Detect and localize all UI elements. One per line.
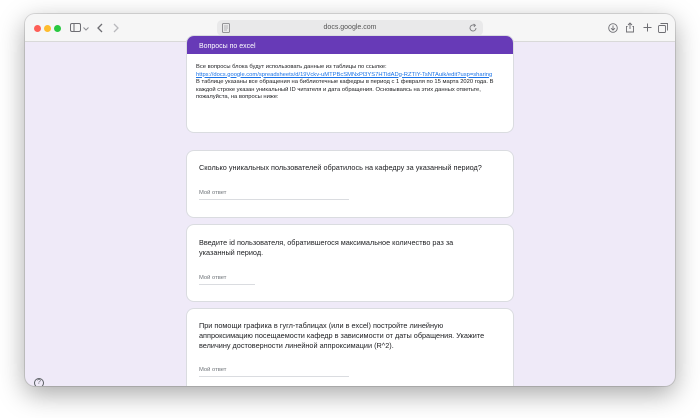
share-icon[interactable] <box>624 20 636 36</box>
forward-icon[interactable] <box>111 20 121 36</box>
answer-placeholder: Мой ответ <box>199 190 227 196</box>
new-tab-icon[interactable] <box>641 20 653 36</box>
help-icon[interactable]: ? <box>34 378 44 386</box>
question-text: Сколько уникальных пользователей обратилось на кафедру за указанный период? <box>199 163 482 172</box>
zoom-window-button[interactable] <box>54 25 61 32</box>
answer-placeholder: Мой ответ <box>199 275 227 281</box>
answer-input[interactable] <box>199 190 349 200</box>
browser-window <box>25 14 675 386</box>
tabs-overview-icon[interactable] <box>657 20 669 36</box>
question-card-1 <box>187 151 513 217</box>
description-intro: Все вопросы блока будут использовать данные из таблицы по ссылке: <box>196 64 387 70</box>
back-icon[interactable] <box>95 20 105 36</box>
form-page <box>25 43 675 386</box>
reload-icon[interactable] <box>468 23 478 33</box>
close-window-button[interactable] <box>34 25 41 32</box>
section-header-card <box>187 36 513 132</box>
question-text: Введите id пользователя, обратившегося максимальное количество раз за указанный период. <box>199 238 454 257</box>
download-icon[interactable] <box>607 20 619 36</box>
answer-input[interactable] <box>199 275 255 285</box>
url-text: docs.google.com <box>323 24 377 31</box>
answer-input[interactable] <box>199 367 349 377</box>
question-card-3 <box>187 309 513 386</box>
address-bar[interactable] <box>217 20 483 36</box>
question-text: При помощи графика в гугл-таблицах (или в excel) постройте линейную аппроксимацию посещаемости кафедр в зависимости от даты обращения. Укажите величину достоверности линейной аппроксимации (R^2). <box>199 321 485 350</box>
question-card-2 <box>187 225 513 301</box>
chevron-down-icon[interactable] <box>82 20 89 36</box>
section-description <box>196 64 506 102</box>
sidebar-icon[interactable] <box>69 20 81 36</box>
section-title: Вопросы по excel <box>187 36 513 54</box>
answer-placeholder: Мой ответ <box>199 367 227 373</box>
description-body: В таблице указаны все обращения на библиотечные кафедры в период с 1 февраля по 15 марта 2020 года. В каждой строке указан уникальный ID читателя и дата обращения. Основываясь на этих данных ответьте, пожалуйста, на вопросы ниже: <box>196 79 494 100</box>
minimize-window-button[interactable] <box>44 25 51 32</box>
spreadsheet-link[interactable]: https://docs.google.com/spreadsheets/d/19Vckv-uMTPBcSMNxPl3YS7HTldADg-RZTIY-TsNTAuik/edit?usp=sharing <box>196 71 493 78</box>
